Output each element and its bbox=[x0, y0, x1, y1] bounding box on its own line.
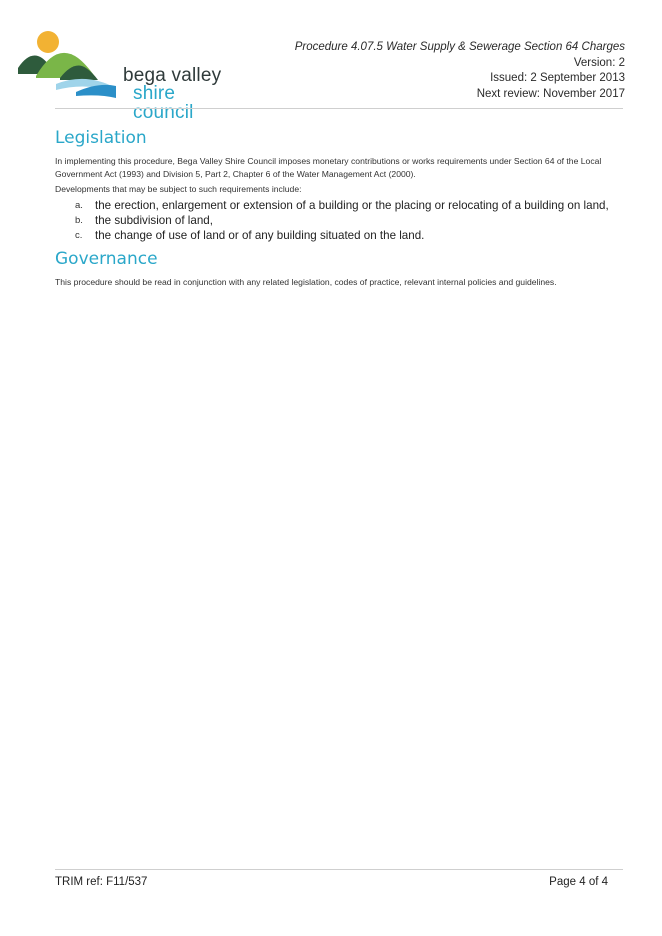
developments-intro: Developments that may be subject to such requirements include: bbox=[55, 184, 302, 194]
list-item-text: the subdivision of land, bbox=[95, 214, 213, 227]
list-marker: a. bbox=[75, 200, 83, 211]
council-logo bbox=[16, 28, 236, 123]
governance-paragraph: This procedure should be read in conjunction with any related legislation, codes of practice, relevant internal policies and guidelines. bbox=[55, 277, 557, 287]
next-review-date: Next review: November 2017 bbox=[476, 87, 625, 100]
list-item-text: the erection, enlargement or extension of a building or the placing or relocating of a building on land, bbox=[95, 199, 609, 212]
page-number: Page 4 of 4 bbox=[549, 876, 608, 888]
header-divider bbox=[55, 108, 623, 109]
logo-text-line1: bega valley bbox=[123, 65, 222, 86]
issued-date: Issued: 2 September 2013 bbox=[490, 72, 625, 84]
list-item bbox=[60, 228, 609, 243]
list-marker: b. bbox=[75, 215, 83, 226]
governance-heading: Governance bbox=[55, 249, 158, 269]
list-item bbox=[60, 198, 609, 213]
legislation-heading: Legislation bbox=[55, 128, 147, 148]
development-list bbox=[60, 198, 609, 243]
footer-divider bbox=[55, 869, 623, 870]
list-item bbox=[60, 213, 609, 228]
logo-text-line2: shire council bbox=[133, 83, 194, 123]
procedure-title: Procedure 4.07.5 Water Supply & Sewerage Section 64 Charges bbox=[294, 41, 625, 53]
trim-reference: TRIM ref: F11/537 bbox=[55, 876, 148, 888]
legislation-paragraph: In implementing this procedure, Bega Valley Shire Council imposes monetary contributions or works requirements under Section 64 of the Local Government Act (1993) and Division 5, Part 2, Chapter 6 of the Water Management Act (2000). bbox=[55, 156, 602, 179]
document-header bbox=[295, 40, 625, 102]
list-item-text: the change of use of land or of any building situated on the land. bbox=[95, 229, 425, 242]
version-text: Version: 2 bbox=[573, 56, 625, 69]
logo-mountains-icon bbox=[16, 28, 116, 100]
list-marker: c. bbox=[75, 230, 83, 241]
